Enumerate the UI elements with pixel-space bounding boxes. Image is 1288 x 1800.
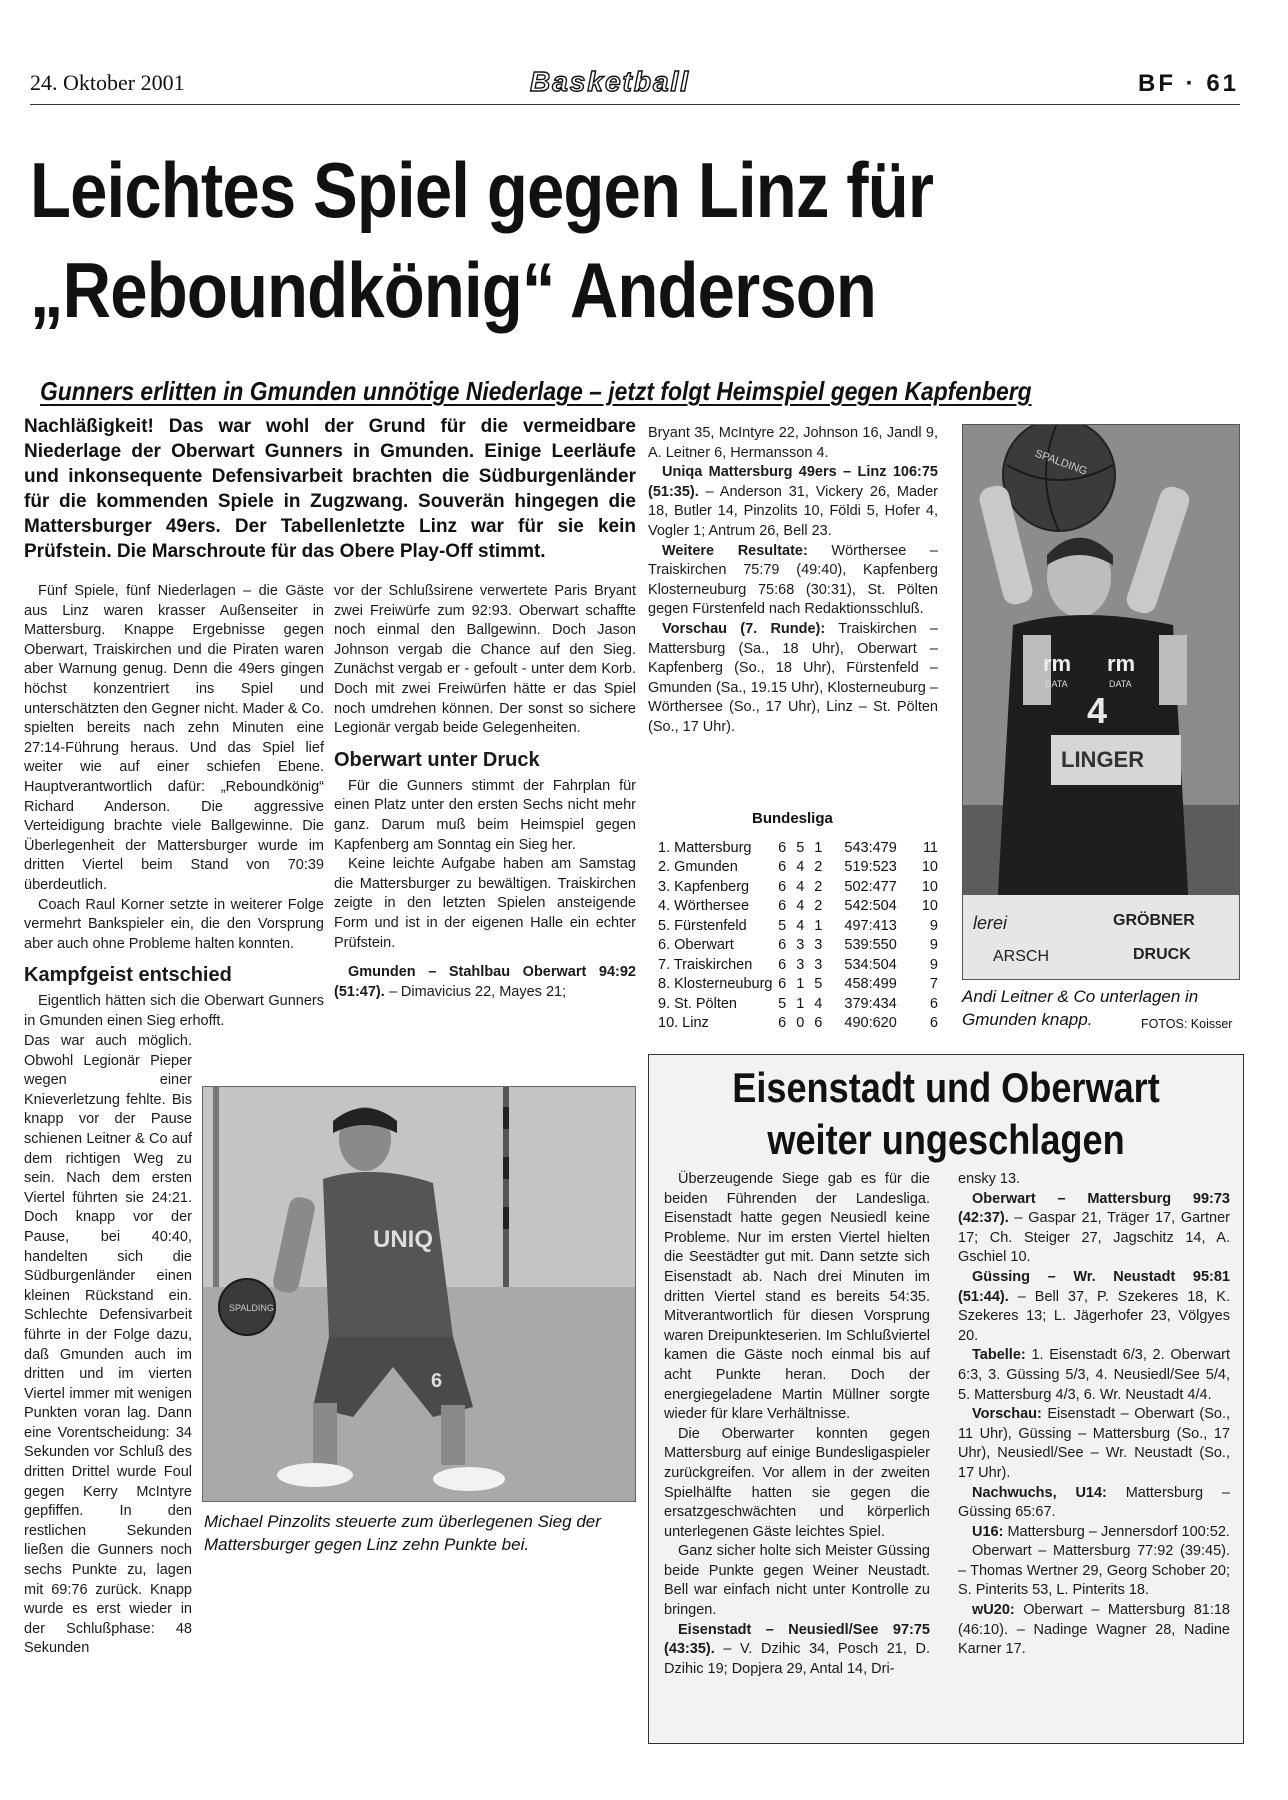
jersey-number: 4 [1087, 690, 1108, 731]
standings-cell: 2 [814, 898, 823, 915]
result-paragraph [958, 1523, 1230, 1543]
standings-cell: 4 [796, 859, 805, 876]
team-name: 8. Klosterneuburg [658, 976, 773, 993]
body-paragraph: Bryant 35, McIntyre 22, Johnson 16, Jandl 9, A. Leitner 6, Hermansson 4. [648, 425, 938, 461]
standings-row [658, 1014, 938, 1034]
basketball-icon [1003, 425, 1115, 531]
team-name: 4. Wörthersee [658, 898, 750, 915]
standings-cell: 379:434 [844, 995, 897, 1012]
result-text: Eisenstadt – Oberwart (So., 11 Uhr), Güssing – Mattersburg (So., 17 Uhr), Neusiedl/See – Wr. Neustadt (So., 17 Uhr). [958, 1406, 1231, 1481]
standings-cell: 6 [929, 1015, 938, 1032]
standings-cell: 10 [921, 859, 938, 876]
standings-cell: 490:620 [844, 1015, 897, 1032]
standings-cell: 539:550 [844, 937, 897, 954]
result-paragraph [664, 1621, 930, 1680]
standings-row [658, 955, 938, 975]
standings-table [658, 838, 938, 1033]
result-paragraph [958, 1190, 1230, 1268]
standings-cell: 458:499 [844, 976, 897, 993]
result-label: Uniqa Mattersburg 49ers – Linz 106:75 (51:35). [648, 464, 938, 500]
standings-cell: 4 [814, 995, 823, 1012]
standings-row [658, 838, 938, 858]
team-name: 9. St. Pölten [658, 995, 737, 1012]
standings-cell: 6 [778, 839, 787, 856]
standings-cell: 1 [796, 995, 805, 1012]
standings-cell: 6 [778, 976, 787, 993]
standings-cell: 7 [929, 976, 938, 993]
result-text: Wörthersee – Traiskirchen 75:79 (49:40), Kapfenberg Klosterneuburg 75:68 (30:31), St. Pölten gegen Fürstenfeld nach Redaktionsschluß. [648, 542, 938, 618]
jersey-sub-left: DATA [1045, 679, 1068, 689]
jersey-text: UNIQ [373, 1226, 433, 1253]
article-column-2 [334, 582, 636, 1002]
standings-cell: 6 [929, 995, 938, 1012]
result-text: – Bell 37, P. Szekeres 18, K. Szekeres 13; L. Jägerhofer 23, Völgyes 20. [958, 1288, 1231, 1344]
result-label: Vorschau (7. Runde): [662, 620, 826, 637]
result-text: Oberwart – Mattersburg 81:18 (46:10). – Nadinge Wagner 28, Nadine Karner 17. [958, 1602, 1230, 1658]
photo-caption-pinzolits: Michael Pinzolits steuerte zum überlegenen Sieg der Mattersburger gegen Linz zehn Punkte bei. [204, 1512, 601, 1554]
body-paragraph: Fünf Spiele, fünf Niederlagen – die Gäste aus Linz waren krasser Außenseiter in Mattersburg. Knappe Ergebnisse gegen Oberwart, Traiskirchen und die Piraten waren aber Warnung genug. Denn die 49ers gingen höchst konzentriert ins Spiel und unterschätzten den Gegner nicht. Mader & Co. spielten bereits nach zehn Minuten eine 27:14-Führung heraus. Und das Spiel lief weiter wie auf einer schiefen Ebene. Hauptverantwortlich dafür: „Reboundkönig“ Richard Anderson. Die aggressive Verteidigung brachte viele Ballgewinne. Die Überlegenheit der Mattersburger wurde im dritten Viertel beim Stand von 70:39 überdeutlich. [24, 583, 324, 893]
result-label: Nachwuchs, U14: [972, 1484, 1107, 1501]
standings-cell: 3 [796, 937, 805, 954]
header-divider [30, 104, 1240, 105]
standings-cell: 1 [796, 976, 805, 993]
page-number: BF · 61 [1138, 70, 1240, 97]
standings-cell: 542:504 [844, 898, 897, 915]
body-paragraph: Das war auch möglich. Obwohl Legionär Pieper wegen einer Knieverletzung fehlte. Bis knapp vor der Pause schienen Leitner & Co auf dem richtigen Weg zu sein. Nach dem ersten Viertel führten sie 24:21. Doch knapp vor der Pause, bei 40:40, handelten sich die Südburgenländer einen kleinen Rückstand ein. Schlechte Defensivarbeit führte in der Folge dazu, daß Gmunden auch im dritten und im vierten Viertel immer mit wenigen Punkten voran lag. Dann eine Vorentscheidung: 34 Sekunden vor Schluß des dritten Drittel wurde Foul gegen Kerry McIntyre gepfiffen. In den restlichen Sekunden ließen die Gunners noch sechs Punkte zu, lagen mit 69:76 zurück. Knapp wurde es erst wieder in der Schlußphase: 48 Sekunden [24, 1033, 192, 1657]
body-paragraph: Ganz sicher holte sich Meister Güssing beide Punkte gegen Weiner Neustadt. Bell war einfach nicht unter Kontrolle zu bringen. [664, 1543, 930, 1619]
headline-line-1: Leichtes Spiel gegen Linz für [30, 146, 934, 234]
standings-cell: 4 [796, 878, 805, 895]
section-title: Basketball [530, 66, 691, 97]
standings-row [658, 936, 938, 956]
result-paragraph: Oberwart – Mattersburg 77:92 (39:45). – Thomas Wertner 29, Georg Schober 20; S. Pinterits 53, L. Pinterits 18. [958, 1543, 1230, 1599]
result-paragraph [958, 1346, 1230, 1405]
result-text: – V. Dzihic 34, Posch 21, D. Dzihic 19; Dopjera 29, Antal 14, Dri- [664, 1641, 931, 1677]
result-label: Vorschau: [972, 1406, 1042, 1423]
standings-cell: 6 [778, 859, 787, 876]
standings-title: Bundesliga [752, 810, 833, 827]
standings-cell: 5 [778, 995, 787, 1012]
photo-player-dribbling-illustration [203, 1087, 636, 1502]
standings-cell: 2 [814, 878, 823, 895]
standings-cell: 543:479 [844, 839, 897, 856]
standings-cell: 5 [778, 917, 787, 934]
result-label: Tabelle: [972, 1347, 1026, 1364]
ball-brand: SPALDING [229, 1303, 274, 1313]
standings-cell: 519:523 [844, 859, 897, 876]
sidebar-headline-line-2: weiter ungeschlagen [767, 1116, 1125, 1163]
sidebar-column-right [958, 1170, 1230, 1660]
body-paragraph: Überzeugende Siege gab es für die beiden Führenden der Landesliga. Eisenstadt hatte gegen Neusiedl keine Probleme. Nur im ersten Viertel hielten die Seestädter gut mit. Dann setzte sich Eisenstadt ab. Nach drei Minuten im dritten Viertel stand es bereits 54:35. Mitverantwortlich für diesen Vorsprung waren Dreipunkteserien. Im Schlußviertel kamen die Gäste noch einmal bis auf acht Punkte heran. Doch der energiegeladene Martin Müllner sorgte wieder für klare Verhältnisse. [664, 1171, 930, 1423]
result-label: Weitere Resultate: [662, 542, 808, 559]
result-paragraph [648, 542, 938, 620]
result-label: Oberwart – Mattersburg 99:73 (42:37). [958, 1190, 1230, 1227]
result-label: Güssing – Wr. Neustadt 95:81 (51:44). [958, 1268, 1230, 1305]
result-label: Gmunden – Stahlbau Oberwart 94:92 (51:47). [334, 964, 636, 1000]
result-paragraph [958, 1601, 1230, 1660]
banner-text-3: ARSCH [993, 948, 1050, 965]
result-text: 1. Eisenstadt 6/3, 2. Oberwart 6:3, 3. Güssing 5/3, 4. Neusiedl/See 5/4, 5. Mattersburg 4/3, 6. Wr. Neustadt 4/4. [958, 1347, 1230, 1403]
shorts-number: 6 [431, 1370, 443, 1392]
body-paragraph: Keine leichte Aufgabe haben am Samstag die Mattersburger zu bewältigen. Traiskirchen zeigte in den letzten Spielen ansteigende Form und ist in der eigenen Halle ein echter Prüfstein. [334, 856, 636, 951]
standings-cell: 3 [814, 937, 823, 954]
ball-brand: SPALDING [1033, 447, 1089, 478]
standings-row [658, 858, 938, 878]
headline-line-2: „Reboundkönig“ Anderson [30, 246, 877, 334]
standings-cell: 10 [921, 878, 938, 895]
team-name: 6. Oberwart [658, 937, 734, 954]
result-text: Mattersburg – Güssing 65:67. [958, 1484, 1230, 1521]
result-label: wU20: [972, 1602, 1015, 1619]
team-name: 10. Linz [658, 1015, 709, 1032]
result-label: Eisenstadt – Neusiedl/See 97:75 (43:35). [664, 1621, 930, 1658]
headline [30, 140, 1079, 340]
standings-cell: 6 [814, 1015, 823, 1032]
standings-cell: 9 [929, 956, 938, 973]
result-text: Mattersburg – Jennersdorf 100:52. [1007, 1523, 1230, 1540]
standings-cell: 1 [814, 917, 823, 934]
standings-cell: 9 [929, 937, 938, 954]
photo-player-shooting [962, 424, 1240, 980]
standings-row [658, 897, 938, 917]
standings-cell: 11 [922, 839, 938, 856]
team-name: 5. Fürstenfeld [658, 917, 747, 934]
body-paragraph: Coach Raul Korner setzte in weiterer Folge vermehrt Bankspieler ein, die den Vorsprung aber auch ohne Probleme halten konnten. [24, 896, 324, 952]
team-name: 3. Kapfenberg [658, 878, 750, 895]
subheadline: Gunners erlitten in Gmunden unnötige Niederlage – jetzt folgt Heimspiel gegen Kapfenberg [40, 376, 1032, 406]
standings-cell: 5 [796, 839, 805, 856]
jersey-logo-right: rm [1107, 651, 1136, 676]
standings-row [658, 916, 938, 936]
body-paragraph: Die Oberwarter konnten gegen Mattersburg auf einige Bundesligaspieler zurückgreifen. Vor allem in der zweiten Spielhälfte hatten sie gegen die ersatzgeschwächten und körperlich unterlegenen Gäste leichtes Spiel. [664, 1425, 930, 1540]
photo-player-shooting-illustration [963, 425, 1240, 980]
result-text: Traiskirchen – Mattersburg (Sa., 18 Uhr), Oberwart – Kapfenberg (So., 18 Uhr), Fürstenfeld – Gmunden (Sa., 19.15 Uhr), Klosterneuburg – Wörthersee (So., 17 Uhr), Linz – St. Pölten (So., 17 Uhr). [648, 620, 938, 735]
standings-cell: 534:504 [844, 956, 897, 973]
subheading-kampfgeist: Kampfgeist entschied [24, 964, 232, 987]
standings-cell: 5 [814, 976, 823, 993]
standings-row [658, 877, 938, 897]
standings-cell: 1 [814, 839, 823, 856]
standings-cell: 6 [778, 878, 787, 895]
jersey-sponsor: LINGER [1061, 747, 1145, 772]
result-paragraph [334, 963, 636, 1002]
standings-cell: 4 [796, 898, 805, 915]
standings-cell: 6 [778, 898, 787, 915]
body-paragraph: Eigentlich hätten sich die Oberwart Gunners in Gmunden einen Sieg erhofft. [24, 993, 324, 1029]
standings-cell: 9 [929, 917, 938, 934]
sidebar-column-left [664, 1170, 930, 1679]
standings-cell: 2 [814, 859, 823, 876]
result-paragraph [648, 463, 938, 541]
lead-paragraph: Nachläßigkeit! Das war wohl der Grund für die vermeidbare Niederlage der Oberwart Gunners in Gmunden. Einige Leerläufe und inkonsequente Defensivarbeit brachten die Südburgenländer für die kommenden Spiele in Zugzwang. Souverän hingegen die Mattersburger 49ers. Der Tabellenletzte Linz war für sie kein Prüfstein. Die Marschroute für das Obere Play-Off stimmt. [24, 416, 636, 562]
banner-text-4: DRUCK [1133, 946, 1191, 963]
result-paragraph [958, 1268, 1230, 1346]
result-paragraph [648, 620, 938, 738]
standings-cell: 6 [778, 937, 787, 954]
result-paragraph [958, 1405, 1230, 1483]
standings-cell: 497:413 [844, 917, 897, 934]
article-column-1-continued [24, 1032, 192, 1659]
team-name: 2. Gmunden [658, 859, 738, 876]
result-label: U16: [972, 1523, 1004, 1540]
sidebar-article-headline [690, 1062, 1203, 1166]
result-paragraph [958, 1484, 1230, 1523]
sidebar-headline-line-1: Eisenstadt und Oberwart [732, 1064, 1160, 1111]
photo-caption-leitner: Andi Leitner & Co unterlagen in Gmunden knapp. [962, 987, 1199, 1029]
standings-cell: 6 [778, 956, 787, 973]
standings-row [658, 975, 938, 995]
standings-cell: 3 [796, 956, 805, 973]
standings-cell: 10 [921, 898, 938, 915]
result-text: – Anderson 31, Vickery 26, Mader 18, Butler 14, Pinzolits 10, Földi 5, Hofer 4, Vogler 1; Antrum 26, Bell 23. [648, 483, 939, 539]
team-name: 1. Mattersburg [658, 839, 752, 856]
banner-text-2: GRÖBNER [1113, 912, 1195, 929]
result-text: – Gaspar 21, Träger 17, Gartner 17; Ch. Steiger 27, Jagschitz 14, A. Gschiel 10. [958, 1210, 1230, 1266]
photo-player-dribbling [202, 1086, 636, 1502]
jersey-logo-left: rm [1043, 651, 1072, 676]
banner-text-1: lerei [973, 913, 1008, 933]
standings-cell: 0 [796, 1015, 805, 1032]
body-paragraph: vor der Schlußsirene verwertete Paris Bryant zwei Freiwürfe zum 92:93. Oberwart schaffte noch einmal den Ballgewinn. Doch Jason Johnson vergab die Chance auf den Sieg. Zunächst vergab er - gefoult - unter dem Korb. Doch mit zwei Freiwürfen hätte er das Spiel noch umdrehen können. Der sonst so sichere Legionär vergab beide Gelegenheiten. [334, 583, 636, 737]
article-column-3 [648, 424, 938, 738]
standings-cell: 6 [778, 1015, 787, 1032]
result-text: – Dimavicius 22, Mayes 21; [388, 983, 567, 1000]
article-column-1 [24, 582, 324, 1031]
standings-cell: 3 [814, 956, 823, 973]
subheading-oberwart: Oberwart unter Druck [334, 748, 540, 771]
standings-cell: 502:477 [844, 878, 897, 895]
jersey-sub-right: DATA [1109, 679, 1132, 689]
body-paragraph: Für die Gunners stimmt der Fahrplan für einen Platz unter den ersten Sechs nicht mehr ganz. Darum muß beim Heimspiel gegen Kapfenberg am Sonntag ein Sieg her. [334, 777, 636, 853]
standings-row [658, 994, 938, 1014]
photo-credit: FOTOS: Koisser [1141, 1017, 1233, 1031]
team-name: 7. Traiskirchen [658, 956, 753, 973]
standings-cell: 4 [796, 917, 805, 934]
issue-date: 24. Oktober 2001 [30, 70, 185, 95]
body-paragraph: ensky 13. [958, 1171, 1021, 1187]
